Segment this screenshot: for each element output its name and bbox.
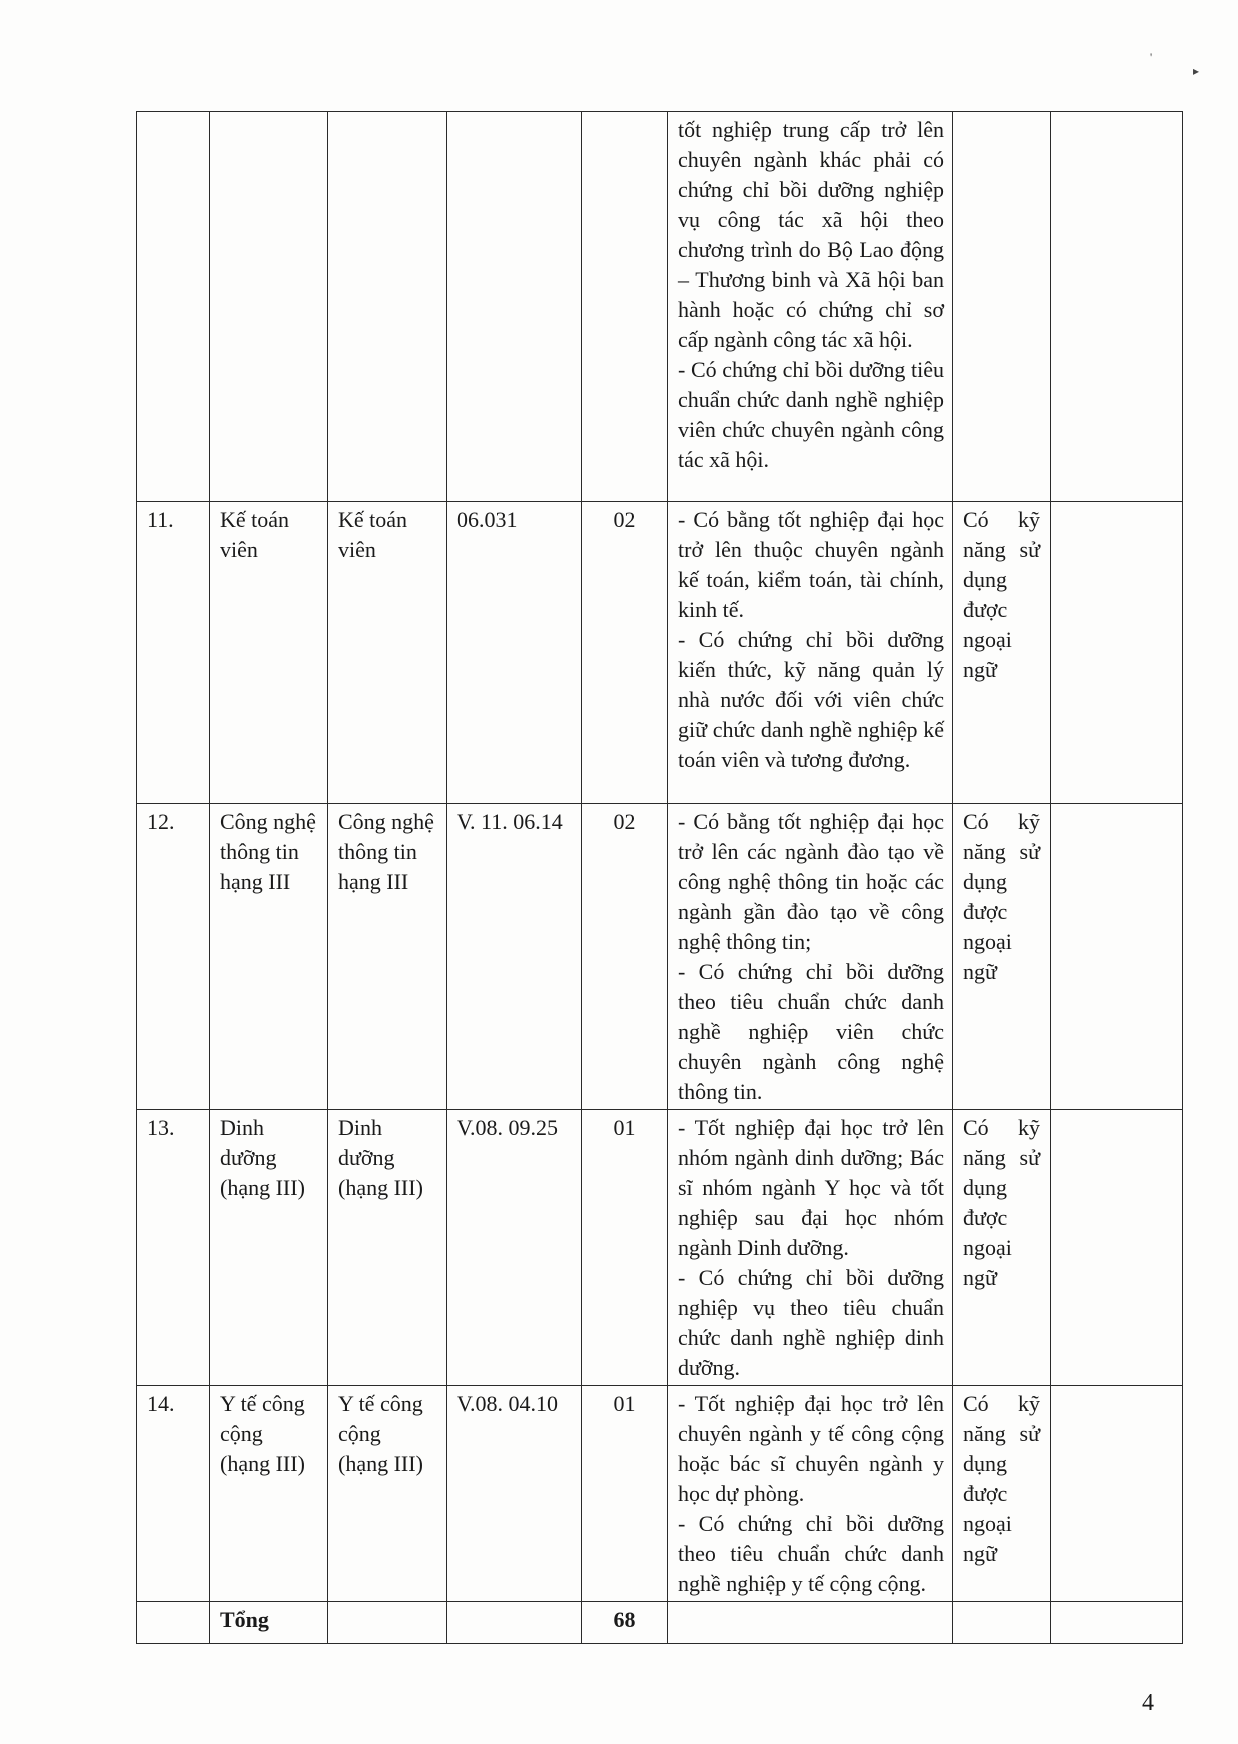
cell-title: Công nghệ thông tin hạng III	[328, 804, 447, 1110]
requirement-text: - Có chứng chỉ bồi dưỡng tiêu chuẩn chức danh nghề nghiệp viên chức chuyên ngành công tác xã hội.	[678, 357, 944, 472]
cell-other	[953, 1602, 1051, 1644]
cell-requirements	[668, 112, 953, 502]
cell-quantity: 01	[582, 1110, 668, 1386]
scan-mark: ▸	[1193, 64, 1200, 78]
cell-other: Có kỹ năng sử dụng được ngoại ngữ	[953, 1386, 1051, 1602]
cell-title: Y tế công cộng (hạng III)	[328, 1386, 447, 1602]
table-row-continuation	[137, 112, 1183, 502]
requirement-text: - Có chứng chỉ bồi dưỡng theo tiêu chuẩn chức danh nghề nghiệp viên chức chuyên ngành công nghệ thông tin.	[678, 959, 944, 1104]
cell-requirements	[668, 1386, 953, 1602]
requirement-text: - Có chứng chỉ bồi dưỡng kiến thức, kỹ năng quản lý nhà nước đối với viên chức giữ chức danh nghề nghiệp kế toán viên và tương đương.	[678, 627, 944, 772]
table-row	[137, 804, 1183, 1110]
cell-no: 11.	[137, 502, 210, 804]
cell-code: V.08. 04.10	[447, 1386, 582, 1602]
cell-notes	[1051, 1110, 1183, 1386]
table-row	[137, 1386, 1183, 1602]
cell-position: Công nghệ thông tin hạng III	[210, 804, 328, 1110]
cell-position: Dinh dưỡng (hạng III)	[210, 1110, 328, 1386]
cell-code: V.08. 09.25	[447, 1110, 582, 1386]
cell-code: 06.031	[447, 502, 582, 804]
requirement-text: - Tốt nghiệp đại học trở lên nhóm ngành dinh dưỡng; Bác sĩ nhóm ngành Y học và tốt nghiệp sau đại học nhóm ngành Dinh dưỡng.	[678, 1115, 944, 1260]
cell-quantity: 02	[582, 804, 668, 1110]
cell-position: Kế toán viên	[210, 502, 328, 804]
cell-no	[137, 112, 210, 502]
requirement-text: - Có chứng chỉ bồi dưỡng nghiệp vụ theo tiêu chuẩn chức danh nghề nghiệp dinh dưỡng.	[678, 1265, 944, 1380]
cell-notes	[1051, 1602, 1183, 1644]
cell-title	[328, 112, 447, 502]
cell-position	[210, 112, 328, 502]
table-row	[137, 1110, 1183, 1386]
cell-no	[137, 1602, 210, 1644]
total-row	[137, 1602, 1183, 1644]
cell-title	[328, 1602, 447, 1644]
cell-requirements	[668, 804, 953, 1110]
cell-no: 12.	[137, 804, 210, 1110]
cell-other	[953, 112, 1051, 502]
cell-notes	[1051, 1386, 1183, 1602]
cell-other: Có kỹ năng sử dụng được ngoại ngữ	[953, 502, 1051, 804]
cell-requirements	[668, 1110, 953, 1386]
table-row	[137, 502, 1183, 804]
scan-mark: '	[1150, 50, 1153, 64]
cell-notes	[1051, 112, 1183, 502]
cell-code	[447, 112, 582, 502]
cell-title: Kế toán viên	[328, 502, 447, 804]
cell-other: Có kỹ năng sử dụng được ngoại ngữ	[953, 1110, 1051, 1386]
requirement-text: - Tốt nghiệp đại học trở lên chuyên ngành y tế công cộng hoặc bác sĩ chuyên ngành y học dự phòng.	[678, 1391, 944, 1506]
requirement-text: - Có bằng tốt nghiệp đại học trở lên các ngành đào tạo về công nghệ thông tin hoặc các ngành gần đào tạo về công nghệ thông tin;	[678, 809, 944, 954]
cell-requirements	[668, 1602, 953, 1644]
cell-requirements	[668, 502, 953, 804]
total-quantity: 68	[582, 1602, 668, 1644]
cell-position: Y tế công cộng (hạng III)	[210, 1386, 328, 1602]
cell-other: Có kỹ năng sử dụng được ngoại ngữ	[953, 804, 1051, 1110]
cell-quantity: 01	[582, 1386, 668, 1602]
cell-notes	[1051, 804, 1183, 1110]
total-label: Tổng	[210, 1602, 328, 1644]
cell-no: 13.	[137, 1110, 210, 1386]
requirement-text: tốt nghiệp trung cấp trở lên chuyên ngành khác phải có chứng chỉ bồi dưỡng nghiệp vụ công tác xã hội theo chương trình do Bộ Lao động – Thương binh và Xã hội ban hành hoặc có chứng chỉ sơ cấp ngành công tác xã hội.	[678, 117, 944, 352]
cell-notes	[1051, 502, 1183, 804]
cell-code	[447, 1602, 582, 1644]
cell-quantity	[582, 112, 668, 502]
cell-quantity: 02	[582, 502, 668, 804]
recruitment-table	[136, 111, 1183, 1644]
requirement-text: - Có chứng chỉ bồi dưỡng theo tiêu chuẩn chức danh nghề nghiệp y tế cộng cộng.	[678, 1511, 944, 1596]
cell-title: Dinh dưỡng (hạng III)	[328, 1110, 447, 1386]
requirement-text: - Có bằng tốt nghiệp đại học trở lên thuộc chuyên ngành kế toán, kiểm toán, tài chính, kinh tế.	[678, 507, 944, 622]
cell-no: 14.	[137, 1386, 210, 1602]
cell-code: V. 11. 06.14	[447, 804, 582, 1110]
page-number: 4	[1142, 1690, 1154, 1716]
